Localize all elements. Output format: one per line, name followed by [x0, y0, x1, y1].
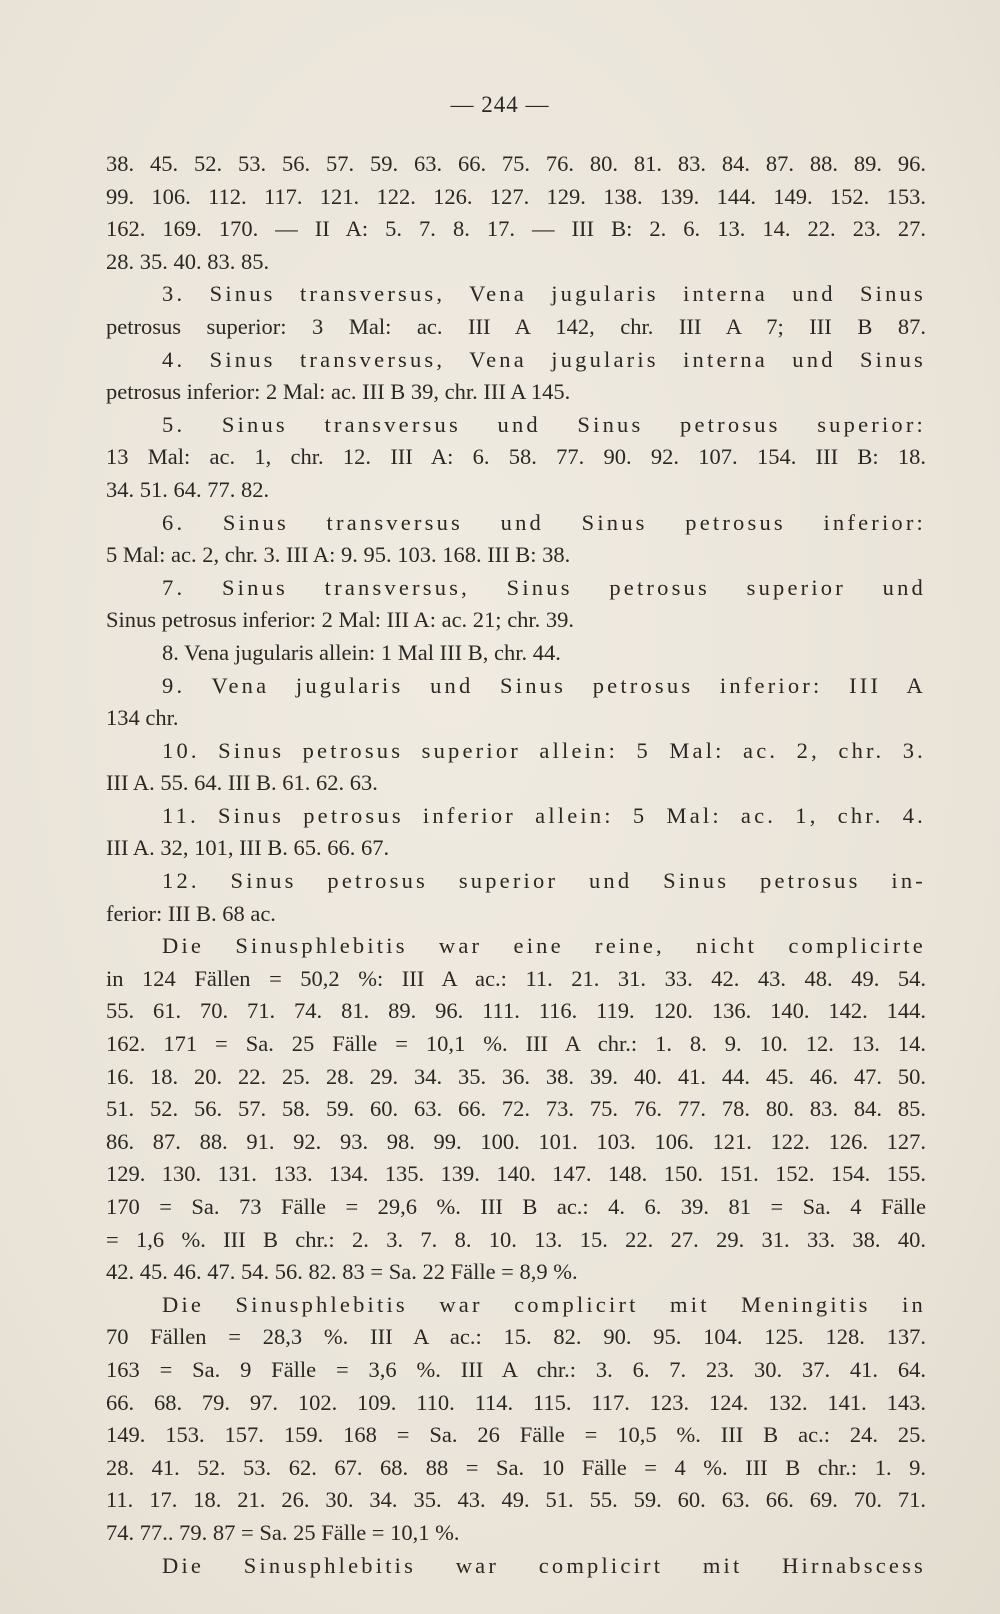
text-line: 28. 41. 52. 53. 62. 67. 68. 88 = Sa. 10 Fälle = 4 %. III B chr.: 1. 9.	[106, 1454, 926, 1480]
text-line: ferior: III B. 68 ac.	[106, 900, 276, 926]
text-line: 4. Sinus transversus, Vena jugularis interna und Sinus	[162, 346, 926, 372]
text-line: petrosus superior: 3 Mal: ac. III A 142, chr. III A 7; III B 87.	[106, 313, 926, 339]
text-line: 162. 171 = Sa. 25 Fälle = 10,1 %. III A chr.: 1. 8. 9. 10. 12. 13. 14.	[106, 1031, 926, 1057]
body-text	[106, 148, 926, 1582]
text-line: petrosus inferior: 2 Mal: ac. III B 39, chr. III A 145.	[106, 379, 571, 405]
text-line: 51. 52. 56. 57. 58. 59. 60. 63. 66. 72. 73. 75. 76. 77. 78. 80. 83. 84. 85.	[106, 1096, 926, 1122]
text-line: III A. 32, 101, III B. 65. 66. 67.	[106, 835, 390, 861]
text-line: 13 Mal: ac. 1, chr. 12. III A: 6. 58. 77. 90. 92. 107. 154. III B: 18.	[106, 444, 926, 470]
text-line: 163 = Sa. 9 Fälle = 3,6 %. III A chr.: 3. 6. 7. 23. 30. 37. 41. 64.	[106, 1356, 926, 1382]
text-line: 42. 45. 46. 47. 54. 56. 82. 83 = Sa. 22 Fälle = 8,9 %.	[106, 1259, 578, 1285]
text-line: Die Sinusphlebitis war complicirt mit Hirnabscess	[162, 1552, 926, 1578]
text-line: 86. 87. 88. 91. 92. 93. 98. 99. 100. 101. 103. 106. 121. 122. 126. 127.	[106, 1128, 926, 1154]
text-line: 12. Sinus petrosus superior und Sinus petrosus in-	[162, 868, 926, 894]
text-line: Sinus petrosus inferior: 2 Mal: III A: ac. 21; chr. 39.	[106, 607, 575, 633]
text-line: 66. 68. 79. 97. 102. 109. 110. 114. 115. 117. 123. 124. 132. 141. 143.	[106, 1389, 926, 1415]
text-line: 9. Vena jugularis und Sinus petrosus inferior: III A	[162, 672, 926, 698]
text-line: 149. 153. 157. 159. 168 = Sa. 26 Fälle = 10,5 %. III B ac.: 24. 25.	[106, 1422, 926, 1448]
text-line: 74. 77.. 79. 87 = Sa. 25 Fälle = 10,1 %.	[106, 1519, 460, 1545]
text-line: 5 Mal: ac. 2, chr. 3. III A: 9. 95. 103. 168. III B: 38.	[106, 542, 571, 568]
text-line: 162. 169. 170. — II A: 5. 7. 8. 17. — III B: 2. 6. 13. 14. 22. 23. 27.	[106, 216, 926, 242]
text-line: 8. Vena jugularis allein: 1 Mal III B, chr. 44.	[162, 639, 561, 665]
text-line: 34. 51. 64. 77. 82.	[106, 476, 270, 502]
text-line: in 124 Fällen = 50,2 %: III A ac.: 11. 21. 31. 33. 42. 43. 48. 49. 54.	[106, 965, 926, 991]
text-line: 70 Fällen = 28,3 %. III A ac.: 15. 82. 90. 95. 104. 125. 128. 137.	[106, 1324, 926, 1350]
text-line: 129. 130. 131. 133. 134. 135. 139. 140. 147. 148. 150. 151. 152. 154. 155.	[106, 1161, 926, 1187]
text-line: Die Sinusphlebitis war eine reine, nicht complicirte	[162, 933, 926, 959]
text-line: 11. Sinus petrosus inferior allein: 5 Mal: ac. 1, chr. 4.	[162, 802, 926, 828]
text-line: 5. Sinus transversus und Sinus petrosus superior:	[162, 411, 926, 437]
text-line: 10. Sinus petrosus superior allein: 5 Mal: ac. 2, chr. 3.	[162, 737, 926, 763]
text-line: 170 = Sa. 73 Fälle = 29,6 %. III B ac.: 4. 6. 39. 81 = Sa. 4 Fälle	[106, 1194, 926, 1219]
text-line: 11. 17. 18. 21. 26. 30. 34. 35. 43. 49. 51. 55. 59. 60. 63. 66. 69. 70. 71.	[106, 1487, 926, 1513]
text-line: 134 chr.	[106, 705, 179, 731]
text-line: 55. 61. 70. 71. 74. 81. 89. 96. 111. 116. 119. 120. 136. 140. 142. 144.	[106, 998, 926, 1024]
text-line: = 1,6 %. III B chr.: 2. 3. 7. 8. 10. 13. 15. 22. 27. 29. 31. 33. 38. 40.	[106, 1226, 926, 1252]
page-number: — 244 —	[450, 92, 550, 117]
text-line: 99. 106. 112. 117. 121. 122. 126. 127. 129. 138. 139. 144. 149. 152. 153.	[106, 183, 926, 209]
text-line: 7. Sinus transversus, Sinus petrosus superior und	[162, 574, 926, 600]
text-line: 38. 45. 52. 53. 56. 57. 59. 63. 66. 75. 76. 80. 81. 83. 84. 87. 88. 89. 96.	[106, 151, 926, 176]
text-line: 16. 18. 20. 22. 25. 28. 29. 34. 35. 36. 38. 39. 40. 41. 44. 45. 46. 47. 50.	[106, 1063, 926, 1089]
text-line: 3. Sinus transversus, Vena jugularis interna und Sinus	[162, 281, 926, 307]
text-line: 6. Sinus transversus und Sinus petrosus inferior:	[162, 509, 926, 535]
text-line: III A. 55. 64. III B. 61. 62. 63.	[106, 770, 378, 796]
text-line: Die Sinusphlebitis war complicirt mit Meningitis in	[162, 1291, 926, 1317]
text-line: 28. 35. 40. 83. 85.	[106, 248, 270, 274]
